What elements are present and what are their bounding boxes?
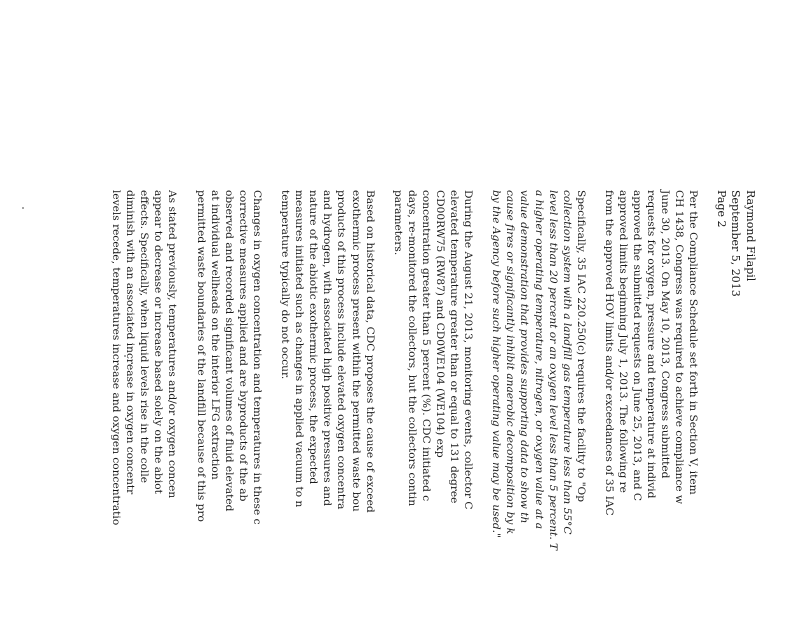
paragraph-line: value demonstration that provides supporting data to show th [518,190,531,524]
paragraph-line: parameters. [391,190,404,256]
paragraph-line: requests for oxygen, pressure and temperature at individ [645,190,658,499]
paragraph-line: observed and recorded significant volumes of fluid elevated [222,190,235,512]
paragraph-line: temperature typically do not occur. [279,190,292,380]
paragraph-line: approved the submitted requests on June 25, 2013, and C [631,190,644,501]
paragraph-line: June 30, 2013. On May 10, 2013, Congress submitted [659,190,672,479]
paragraph-line: nature of the abiotic exothermic process, the expected [307,190,320,485]
paragraph [278,190,377,618]
paragraph-line: As stated previously, temperatures and/or oxygen concen [166,190,179,499]
paragraph-line: and hydrogen, with associated high positive pressures and [321,190,334,507]
paragraph-line: by the Agency before such higher operating value may be used." [490,190,503,538]
paragraph-line: measures initiated such as changes in applied vacuum to n [293,190,306,508]
paragraph-line: level less than 20 percent or an oxygen level less than 5 percent. T [546,190,559,551]
paragraph-line: corrective measures applied and are byproducts of the ab [236,190,249,502]
letter-paragraphs [109,190,700,618]
paragraph [602,190,701,618]
rotated-letter-body [110,190,757,618]
recipient-name: Raymond Filapil [744,190,757,282]
paragraph-line: Per the Compliance Schedule set forth in Section V, item [687,190,700,495]
paragraph-line: Changes in oxygen concentration and temperatures in these c [250,190,263,525]
paragraph-line: days, re-monitored the collectors, but the collectors contin [405,190,418,507]
paragraph-line: exothermic process present within the permitted waste bou [349,190,362,512]
paragraph-line: CD00RW75 (RW87) and CD0WE104 (WE104) exp [434,190,446,458]
paragraph-line: diminish with an associated increase in oxygen concentr [124,190,137,495]
paragraph-line: collection system with a landfill gas temperature less than 55°C [560,190,573,535]
paragraph-line: approved limits beginning July 1, 2013. The following re [617,190,630,493]
paragraph-line: appear to decrease or increase based solely on the abiot [152,190,165,494]
paragraph [194,190,264,618]
paragraph-line: at individual wellheads on the interior LFG extraction [208,190,221,480]
paragraph-line: cause fires or significantly inhibit anaerobic decomposition by k [504,190,517,535]
letter-date: September 5, 2013 [729,190,743,297]
paragraph [489,190,588,618]
paragraph-line: from the approved HOV limits and/or exceedances of 35 IAC [602,190,615,516]
paragraph-line: Based on historical data, CDC proposes the cause of exceed [363,190,376,513]
scan-speck [22,207,24,209]
paragraph-line: products of this process include elevated oxygen concentra [335,190,348,510]
paragraph-line: effects. Specifically, when liquid levels rise in the colle [138,190,151,484]
paragraph-line: concentration greater than 5 percent (%). CDC initiated c [419,190,432,502]
paragraph-line: a higher operating temperature, nitrogen, or oxygen value at a [532,190,545,530]
paragraph [109,190,179,618]
paragraph-line: Specifically, 35 IAC 220.250(c) requires the facility to "Op [574,190,587,503]
page-number: Page 2 [715,190,728,228]
paragraph-line: CH 1438, Congress was required to achieve compliance w [673,190,686,505]
paragraph-line: elevated temperature greater than or equal to 131 degree [448,190,461,504]
paragraph [391,190,476,618]
paragraph-line: levels recede, temperatures increase and oxygen concentratio [110,190,123,526]
paragraph-line: During the August 21, 2013, monitoring events, collector C [462,190,475,510]
paragraph-line: permitted waste boundaries of the landfill because of this pro [194,190,207,522]
